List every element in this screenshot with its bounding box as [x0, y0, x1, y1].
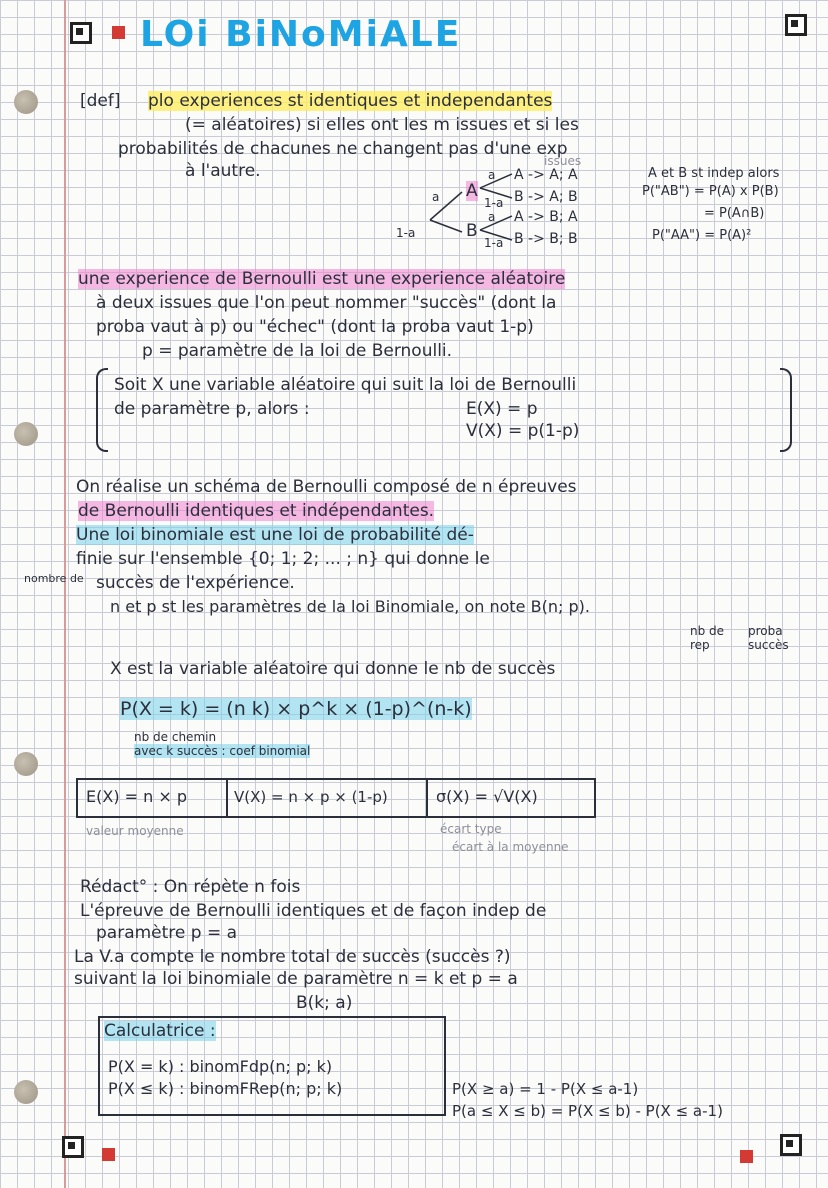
red-marker — [740, 1150, 753, 1163]
tree-branch-prob: a — [488, 168, 496, 182]
definition-tag: [def] — [80, 91, 121, 111]
tree-branch: B -> A; B — [514, 189, 578, 205]
binomial-line: Une loi binomiale est une loi de probabilité dé- — [76, 525, 474, 545]
tree-node-a: A — [466, 181, 478, 201]
independence-line: P("AB") = P(A) x P(B) — [642, 184, 779, 199]
binomial-line: succès de l'expérience. — [96, 573, 295, 593]
tree-node-b: B — [466, 221, 478, 241]
tree-branch: A -> A; A — [514, 167, 578, 183]
tree-prob: 1-a — [396, 226, 416, 240]
bernoulli-line: p = paramètre de la loi de Bernoulli. — [142, 341, 453, 361]
calculator-title: Calculatrice : — [104, 1021, 216, 1041]
bernoulli-property-line: Soit X une variable aléatoire qui suit la loi de Bernoulli — [114, 375, 577, 395]
binomial-line: On réalise un schéma de Bernoulli composé de n épreuves — [76, 477, 577, 497]
binder-hole — [14, 90, 38, 114]
corner-marker — [62, 1136, 84, 1158]
redaction-line: paramètre p = a — [96, 923, 238, 943]
calculator-rule: P(a ≤ X ≤ b) = P(X ≤ b) - P(X ≤ a-1) — [452, 1102, 723, 1120]
std-label: écart à la moyenne — [452, 840, 569, 854]
tree-issues-label: issues — [544, 154, 582, 168]
redaction-line: L'épreuve de Bernoulli identiques et de façon indep de — [80, 901, 547, 921]
corner-marker — [780, 1134, 802, 1156]
bernoulli-variance: V(X) = p(1-p) — [466, 421, 580, 441]
binder-hole — [14, 422, 38, 446]
margin-note: nombre de — [24, 572, 84, 585]
binder-hole — [14, 1080, 38, 1104]
calculator-line: P(X = k) : binomFdp(n; p; k) — [108, 1057, 333, 1076]
definition-line: plo experiences st identiques et independantes — [148, 91, 553, 111]
formula-intro: X est la variable aléatoire qui donne le nb de succès — [110, 659, 556, 679]
formula-note: avec k succès : coef binomial — [134, 744, 311, 758]
tree-branch-prob: a — [488, 210, 496, 224]
redaction-line: suivant la loi binomiale de paramètre n = k et p = a — [74, 969, 518, 989]
definition-line: à l'autre. — [185, 161, 261, 181]
calculator-rule: P(X ≥ a) = 1 - P(X ≤ a-1) — [452, 1080, 639, 1098]
left-brace — [96, 368, 108, 452]
expectation-label: valeur moyenne — [86, 824, 184, 838]
tree-branch: B -> B; B — [514, 231, 578, 247]
binder-hole — [14, 752, 38, 776]
bernoulli-property-line: de paramètre p, alors : — [114, 399, 310, 419]
pxk-formula: P(X = k) = (n k) × p^k × (1-p)^(n-k) — [120, 698, 472, 720]
formula-note: nb de chemin — [134, 730, 217, 744]
corner-marker — [70, 22, 92, 44]
independence-line: P("AA") = P(A)² — [652, 228, 752, 243]
redaction-line: Rédact° : On répète n fois — [80, 877, 301, 897]
tree-prob: a — [432, 190, 440, 204]
binomial-line: finie sur l'ensemble {0; 1; 2; ... ; n} qui donne le — [76, 549, 490, 569]
binomial-line: de Bernoulli identiques et indépendantes. — [78, 501, 435, 521]
bernoulli-line: une experience de Bernoulli est une experience aléatoire — [78, 269, 566, 289]
tree-branch-prob: 1-a — [484, 236, 504, 250]
bernoulli-line: proba vaut à p) ou "échec" (dont la proba vaut 1-p) — [96, 317, 534, 337]
std-label: écart type — [440, 822, 502, 836]
definition-line: (= aléatoires) si elles ont les m issues et si les — [185, 115, 579, 135]
independence-line: A et B st indep alors — [648, 166, 780, 181]
bernoulli-expectation: E(X) = p — [466, 399, 538, 419]
tree-branch: A -> B; A — [514, 209, 578, 225]
std-formula: σ(X) = √V(X) — [436, 787, 538, 806]
label-p: proba succès — [748, 624, 789, 652]
definition-line: probabilités de chacunes ne changent pas d'une exp — [118, 139, 568, 159]
right-brace — [780, 368, 792, 452]
red-marker — [112, 26, 125, 39]
page-title: LOi BiNoMiALE — [140, 14, 462, 55]
binomial-line: n et p st les paramètres de la loi Binomiale, on note B(n; p). — [110, 597, 590, 616]
variance-formula: V(X) = n × p × (1-p) — [234, 788, 388, 806]
redaction-line: B(k; a) — [296, 993, 353, 1013]
tree-branch-prob: 1-a — [484, 196, 504, 210]
calculator-line: P(X ≤ k) : binomFRep(n; p; k) — [108, 1079, 343, 1098]
redaction-line: La V.a compte le nombre total de succès (succès ?) — [74, 947, 511, 967]
margin-line — [64, 0, 66, 1188]
expectation-formula: E(X) = n × p — [86, 787, 188, 806]
corner-marker — [785, 14, 807, 36]
label-n: nb de rep — [690, 624, 725, 652]
red-marker — [102, 1148, 115, 1161]
independence-line: = P(A∩B) — [704, 206, 765, 221]
bernoulli-line: à deux issues que l'on peut nommer "succès" (dont la — [96, 293, 557, 313]
